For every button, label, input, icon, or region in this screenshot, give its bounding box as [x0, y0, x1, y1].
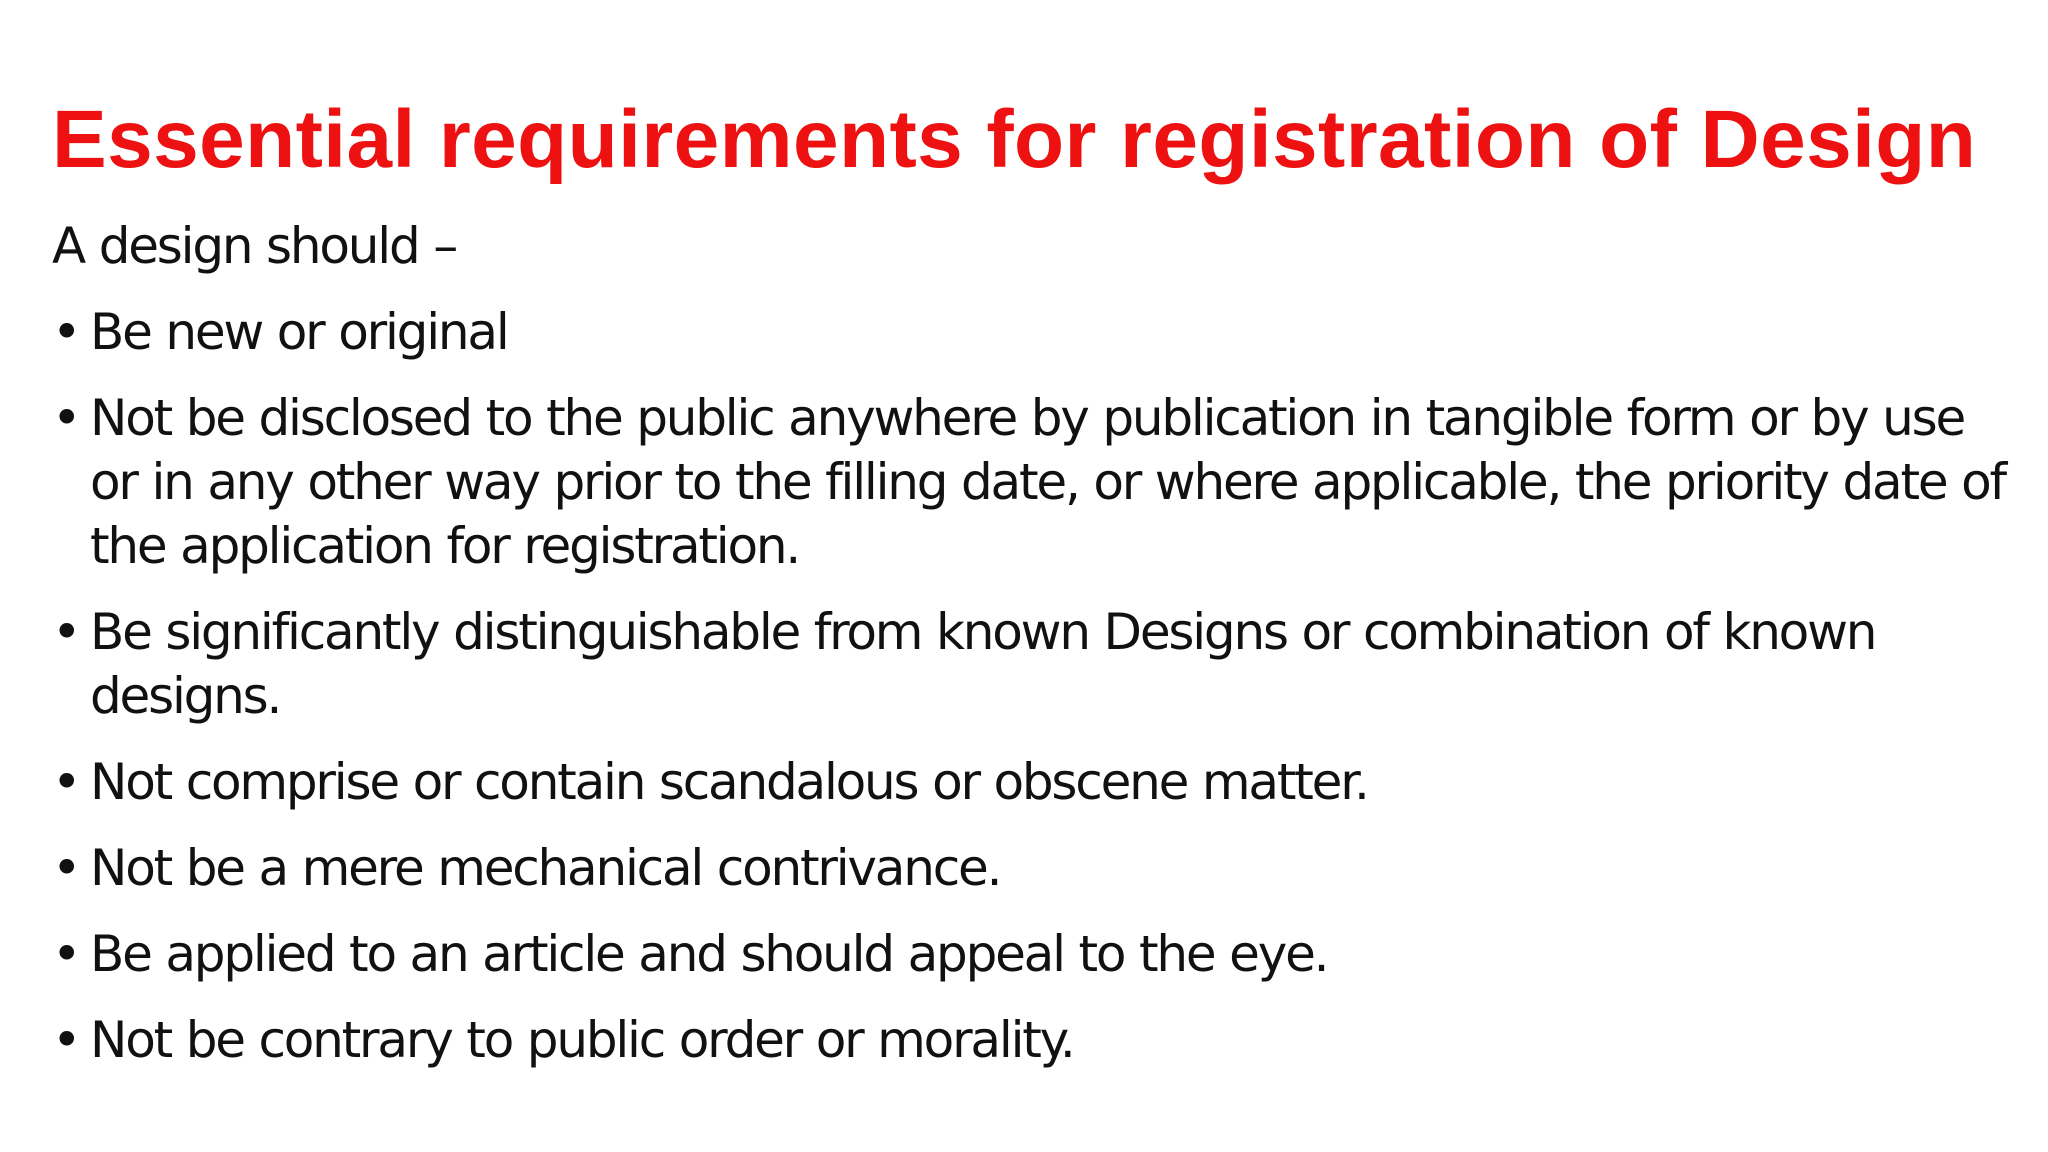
list-item — [52, 750, 2012, 814]
bullet-icon: • — [52, 603, 80, 661]
list-item — [52, 386, 2012, 578]
list-item-text: Be new or original — [90, 303, 508, 361]
bullet-icon: • — [52, 389, 80, 447]
list-item-text: Not be a mere mechanical contrivance. — [90, 839, 1001, 897]
list-item-text: Not comprise or contain scandalous or obscene matter. — [90, 753, 1368, 811]
bullet-icon: • — [52, 753, 80, 811]
bullet-icon: • — [52, 1011, 80, 1069]
bullet-icon: • — [52, 925, 80, 983]
requirement-list — [52, 300, 2012, 1072]
bullet-icon: • — [52, 839, 80, 897]
intro-text: A design should – — [52, 217, 457, 275]
list-item — [52, 600, 2012, 728]
list-item — [52, 1008, 2012, 1072]
list-item — [52, 300, 2012, 364]
slide-title: Essential requirements for registration of Design — [52, 94, 1977, 185]
list-item — [52, 836, 2012, 900]
bullet-icon: • — [52, 303, 80, 361]
list-item-text: Be significantly distinguishable from known Designs or combination of known designs. — [90, 603, 1876, 725]
slide-body — [52, 214, 2012, 1094]
list-item-text: Not be contrary to public order or morality. — [90, 1011, 1074, 1069]
list-item-text: Not be disclosed to the public anywhere by publication in tangible form or by use or in any other way prior to the filling date, or where applicable, the priority date of the application for registration. — [90, 389, 2005, 575]
list-item-text: Be applied to an article and should appeal to the eye. — [90, 925, 1328, 983]
list-item — [52, 922, 2012, 986]
